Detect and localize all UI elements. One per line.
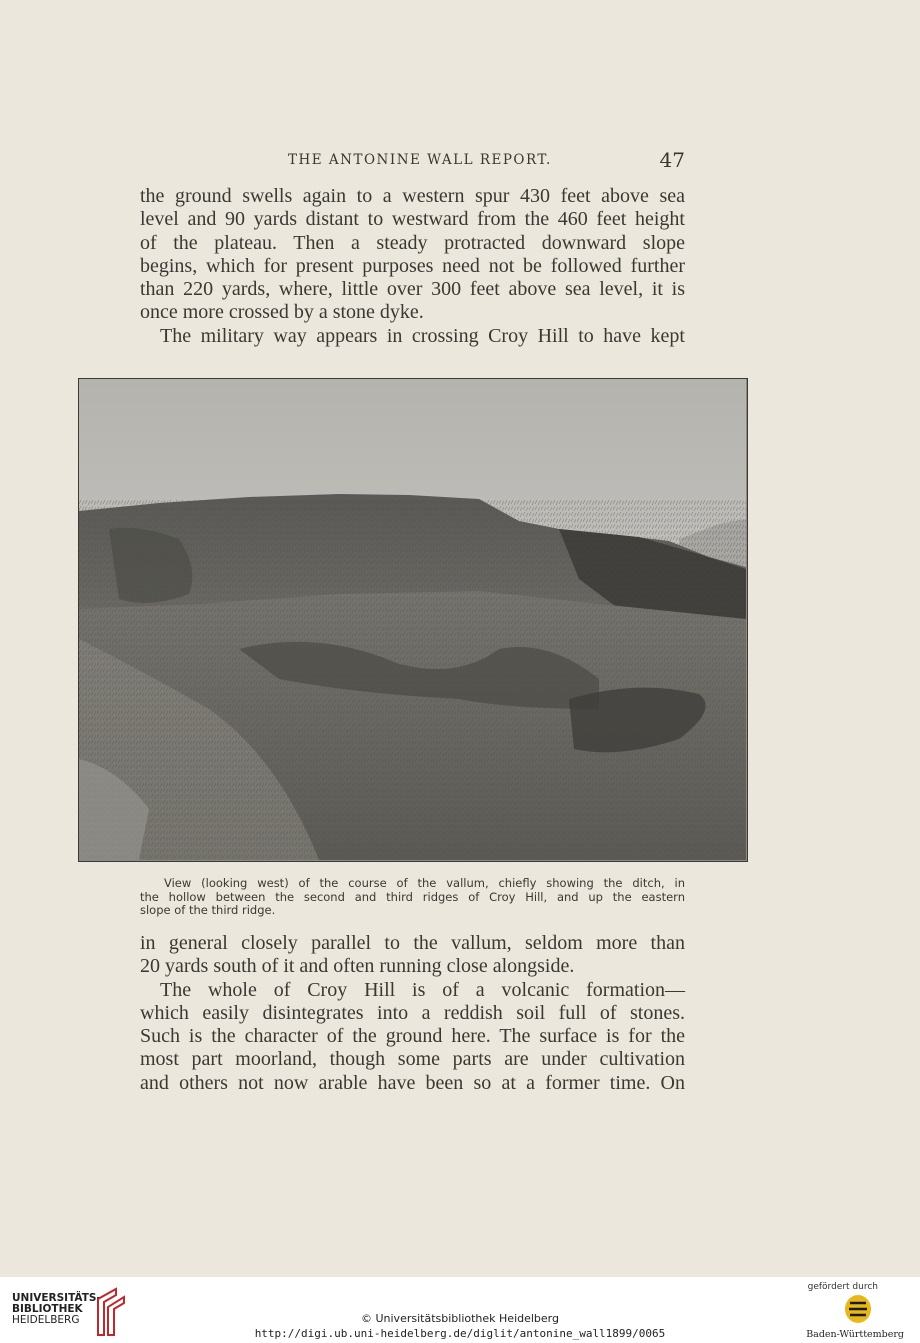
- running-head: [140, 150, 685, 174]
- sponsor-name: Baden-Württemberg: [806, 1329, 904, 1340]
- landscape-photograph: [78, 378, 748, 862]
- running-title: THE ANTONINE WALL REPORT.: [288, 152, 552, 168]
- permalink[interactable]: http://digi.ub.uni-heidelberg.de/diglit/antonine_wall1899/0065: [254, 1327, 666, 1340]
- text-line: most part moorland, though some parts are under cultivation: [140, 1048, 685, 1071]
- sponsor-label: gefördert durch: [807, 1282, 878, 1292]
- text-line: 20 yards south of it and often running close alongside.: [140, 955, 575, 978]
- body-paragraph-top: [140, 185, 685, 348]
- text-line: of the plateau. Then a steady protracted downward slope: [140, 231, 685, 254]
- caption-line: View (looking west) of the course of the vallum, chiefly showing the ditch, in: [164, 876, 685, 890]
- text-line: the ground swells again to a western spur 430 feet above sea: [140, 185, 685, 207]
- library-line: BIBLIOTHEK: [12, 1303, 83, 1315]
- text-line: The whole of Croy Hill is of a volcanic formation—: [160, 978, 685, 1001]
- caption-line: slope of the third ridge.: [140, 903, 276, 917]
- text-line: than 220 yards, where, little over 300 feet above sea level, it is: [140, 278, 685, 301]
- photo-caption: [140, 877, 685, 918]
- croy-hill-photo: [79, 379, 746, 860]
- caption-line: the hollow between the second and third ridges of Croy Hill, and up the eastern: [140, 889, 685, 904]
- library-line: UNIVERSITÄTS-: [12, 1292, 101, 1304]
- text-line: and others not now arable have been so at a former time. On: [140, 1071, 685, 1094]
- text-line: once more crossed by a stone dyke.: [140, 301, 424, 324]
- library-line: HEIDELBERG: [12, 1314, 80, 1326]
- text-line: which easily disintegrates into a reddish soil full of stones.: [140, 1001, 685, 1024]
- copyright-notice: © Universitätsbibliothek Heidelberg: [360, 1312, 559, 1325]
- text-line: Such is the character of the ground here. The surface is for the: [140, 1025, 685, 1048]
- grass-texture: [79, 499, 746, 860]
- text-line: level and 90 yards distant to westward from the 460 feet height: [140, 208, 685, 231]
- page-number: 47: [659, 148, 685, 172]
- text-line: The military way appears in crossing Croy Hill to have kept: [160, 324, 685, 347]
- digitization-footer: [0, 1277, 920, 1343]
- coat-of-arms-icon: [844, 1294, 872, 1324]
- body-paragraph-bottom: [140, 932, 685, 1095]
- text-line: in general closely parallel to the vallum, seldom more than: [140, 932, 685, 954]
- text-line: begins, which for present purposes need not be followed further: [140, 254, 685, 277]
